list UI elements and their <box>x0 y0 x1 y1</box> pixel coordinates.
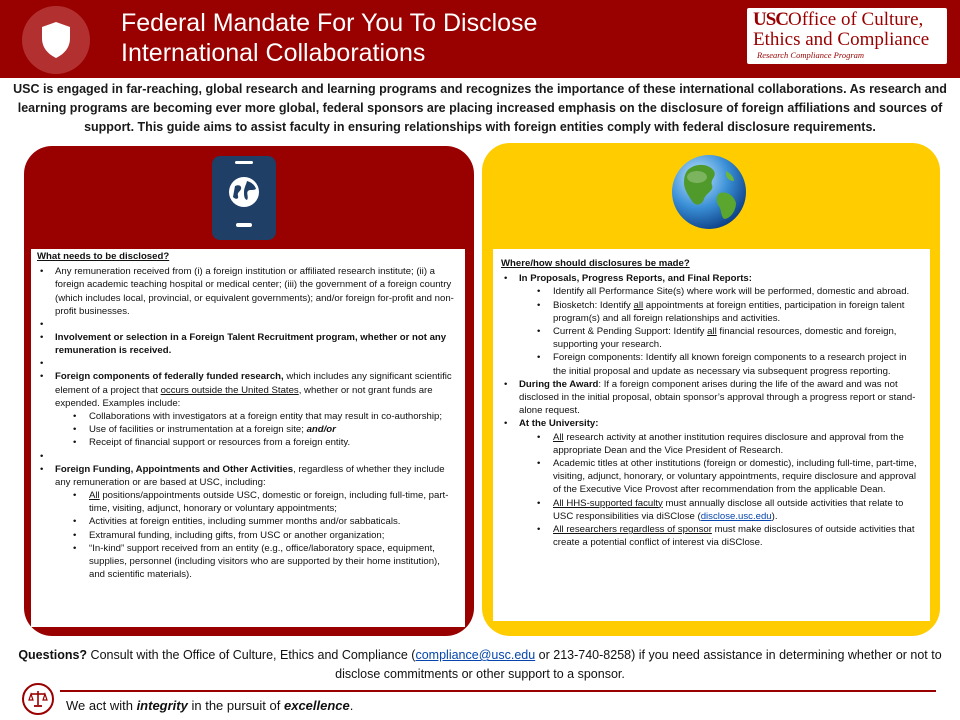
biosketch-text-b: appointments at foreign entities, participation in foreign talent program(s) and all foreign relationships and activities. <box>553 299 905 324</box>
foreign-components-text-b: , whether or not grant funds are expended. Examples include: <box>55 384 433 409</box>
motto-excellence: excellence <box>283 698 350 713</box>
researchers-text: must make disclosures of outside activities that create a potential conflict of interest via diSClose. <box>553 524 915 549</box>
foreign-funding-text: , regardless of whether they include any remuneration or are based at USC, including: <box>55 463 445 488</box>
list-item <box>501 378 922 418</box>
what-heading: What needs to be disclosed? <box>37 251 170 262</box>
list-item <box>535 431 922 457</box>
list-item <box>37 331 457 357</box>
page-title <box>121 8 681 68</box>
remuneration-text: Any remuneration received from (i) a foreign institution or affiliated research institute; (ii) a foreign academic teaching hospital or medical center; (iii) the government of a foreign country (which includes local, provincial, or equivalent governments); and/or foreign for-profit and non-profit businesses. <box>55 266 454 317</box>
motto-text-c: . <box>349 698 354 713</box>
list-item <box>71 423 457 436</box>
motto-text-b: in the pursuit of <box>187 698 284 713</box>
in-kind-text: “In-kind” support received from an entity (e.g., office/laboratory space, equipment, supplies, personnel (including visitors who are supported by their home institution), and scientific materials). <box>89 542 440 581</box>
hhs-text-a: must annually disclose all outside activities that relate to USC responsibilities via diSClose ( <box>553 497 904 522</box>
list-item <box>535 351 922 377</box>
and-or-text: and/or <box>306 424 336 436</box>
list-item <box>71 542 457 582</box>
header-banner <box>0 0 960 78</box>
intro-paragraph: USC is engaged in far-reaching, global research and learning programs and recognizes the importance of these international collaborations. As research and learning programs are becoming ever more global, federal sponsors are placing increased emphasis on the disclosure of foreign affiliations and sources of support. This guide aims to assist faculty in ensuring relationships with foreign entities comply with federal disclosure requirements. <box>13 82 947 134</box>
foreign-components-underline: occurs outside the United States <box>160 384 299 396</box>
biosketch-all: all <box>633 299 644 311</box>
passport-icon <box>211 155 277 241</box>
university-heading: At the University: <box>519 418 599 430</box>
motto <box>66 697 353 715</box>
list-item <box>535 325 922 351</box>
list-item <box>37 370 457 449</box>
all-underline: All <box>89 490 100 502</box>
list-item <box>535 285 922 298</box>
biosketch-text-a: Biosketch: Identify <box>553 299 634 311</box>
foreign-funding-bold: Foreign Funding, Appointments and Other Activities <box>55 463 294 475</box>
extramural-text: Extramural funding, including gifts, from USC or another organization; <box>89 529 385 541</box>
foreign-components-bold: Foreign components of federally funded research, <box>55 371 284 383</box>
list-item <box>71 515 457 528</box>
brand-line-3: Research Compliance Program <box>757 50 865 60</box>
list-item <box>535 523 922 549</box>
current-pending-all: all <box>707 326 717 338</box>
performance-sites-text: Identify all Performance Site(s) where work will be performed, domestic and abroad. <box>553 286 910 298</box>
during-award-text: : If a foreign component arises during the life of the award and was not disclosed in the initial proposal, obtain sponsor’s approval through a progress report or stand-alone request. <box>519 378 916 417</box>
list-item <box>37 265 457 318</box>
foreign-components-text: Foreign components: Identify all known foreign components to a research project in the initial proposal and update as necessary via subsequent progress reporting. <box>553 352 907 377</box>
talent-program-text: Involvement or selection in a Foreign Talent Recruitment program, whether or not any remuneration is received. <box>55 332 447 357</box>
list-item <box>501 272 922 378</box>
questions-footer <box>8 646 952 684</box>
list-item <box>535 457 922 497</box>
shield-icon <box>40 21 72 59</box>
questions-text-a: Consult with the Office of Culture, Ethics and Compliance ( <box>87 648 416 662</box>
current-pending-text-b: financial resources, domestic and foreign, supporting your research. <box>553 326 897 351</box>
brand-line-2: Ethics and Compliance <box>753 29 930 50</box>
research-activity-text: research activity at another institution requires disclosure and approval from the appropriate Dean and the Vice President of Research. <box>553 431 904 456</box>
title-line-2: International Collaborations <box>121 39 426 67</box>
brand-usc: USC <box>753 9 789 30</box>
list-item <box>501 417 922 549</box>
spacer <box>37 450 457 463</box>
proposals-heading: In Proposals, Progress Reports, and Final Reports: <box>519 273 752 285</box>
list-item <box>71 410 457 423</box>
title-line-1: Federal Mandate For You To Disclose <box>121 9 538 37</box>
globe-icon <box>670 153 748 231</box>
current-pending-text-a: Current & Pending Support: Identify <box>553 326 708 338</box>
where-to-disclose-box <box>493 249 930 621</box>
what-to-disclose-box <box>31 249 465 627</box>
list-item <box>37 463 457 582</box>
brand-line-1: Office of Culture, <box>788 9 924 30</box>
hhs-text-b: ). <box>771 510 778 522</box>
compliance-email-link[interactable]: compliance@usc.edu <box>415 648 536 662</box>
researchers-underline: All researchers regardless of sponsor <box>553 524 712 536</box>
footer-divider <box>60 690 936 692</box>
activities-text: Activities at foreign entities, including summer months and/or sabbaticals. <box>89 516 401 528</box>
academic-titles-text: Academic titles at other institutions (foreign or domestic), including full-time, part-time, visiting, adjunct, honorary, or voluntary appointments, require disclosure and approval of the Executive Vice Provost after recommendation from the applicable Dean. <box>553 458 917 496</box>
spacer <box>37 357 457 370</box>
office-brand-logo <box>747 8 947 64</box>
all-underline: All <box>553 431 564 443</box>
motto-text-a: We act with <box>66 698 137 713</box>
questions-label: Questions? <box>18 648 88 662</box>
list-item <box>71 436 457 449</box>
list-item <box>71 529 457 542</box>
financial-support-text: Receipt of financial support or resources from a foreign entity. <box>89 437 351 449</box>
where-heading: Where/how should disclosures be made? <box>501 258 690 269</box>
list-item <box>535 299 922 325</box>
hhs-faculty-underline: All HHS-supported faculty <box>553 497 663 509</box>
list-item <box>535 497 922 523</box>
foreign-components-text-a: which includes any significant scientific element of a project that <box>55 371 452 396</box>
positions-text: positions/appointments outside USC, domestic or foreign, including full-time, part-time, visiting, adjunct, honorary or voluntary appointments; <box>89 490 449 515</box>
shield-logo <box>22 6 90 74</box>
questions-text-b: or 213-740-8258) if you need assistance in determining whether or not to disclose commitments or other support to a sponsor. <box>335 648 942 681</box>
during-award-heading: During the Award <box>519 378 599 390</box>
spacer <box>37 318 457 331</box>
list-item <box>71 489 457 515</box>
collaborations-text: Collaborations with investigators at a foreign entity that may result in co-authorship; <box>89 411 443 423</box>
disclose-link[interactable]: disclose.usc.edu <box>700 510 772 522</box>
scales-icon <box>22 683 54 715</box>
motto-integrity: integrity <box>136 698 188 713</box>
facilities-text: Use of facilities or instrumentation at a foreign site; <box>89 424 307 436</box>
